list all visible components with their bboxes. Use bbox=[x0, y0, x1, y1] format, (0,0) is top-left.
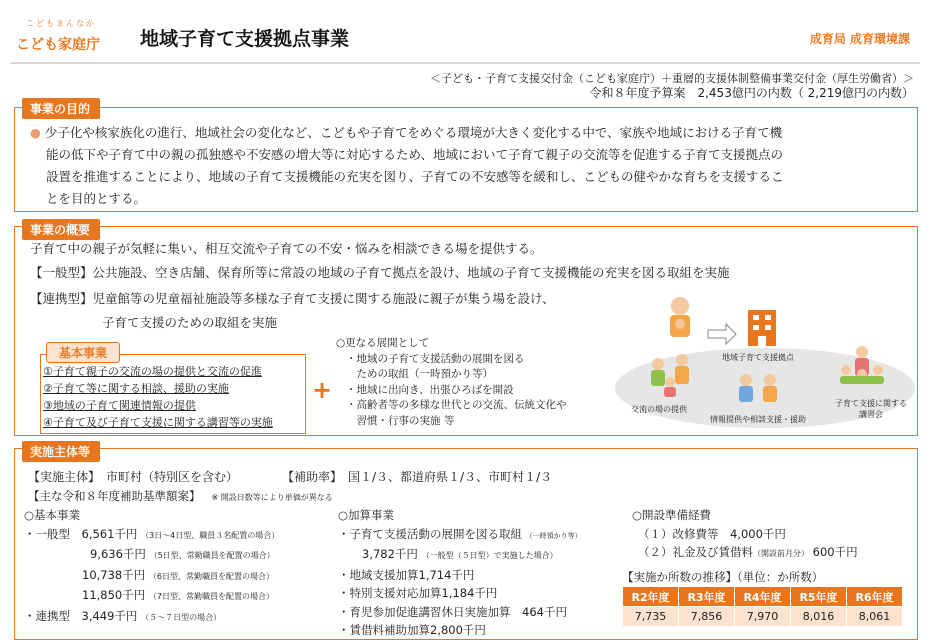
trend-value: 7,970 bbox=[735, 607, 791, 627]
plus-icon: + bbox=[312, 376, 333, 404]
trend-value: 8,061 bbox=[847, 607, 903, 627]
building-icon bbox=[748, 310, 776, 346]
preparation-costs: ○開設準備経費 （１）改修費等 4,000千円 （２）礼金及び賃借料（開設前月分） 600千円 bbox=[632, 508, 858, 559]
basic-amounts: ○基本事業 ・一般型 6,561千円 （3日～4日型、職員３名配置の場合） 9,636千円 （5日型、常勤職員を配置の場合） 10,738千円 （6日型、常勤職員を配置の場合） 11,850千円 （7日型、常勤職員を配置の場合） ・連携型 3,449千円 （５～７日型の場合） bbox=[24, 508, 280, 623]
operator-label: 実施主体等 bbox=[22, 441, 100, 462]
overview-general: 【一般型】公共施設、空き店舗、保育所等に常設の地域の子育て拠点を設け、地域の子育て支援機能の充実を図る取組を実施 bbox=[30, 265, 730, 280]
trend-value: 7,856 bbox=[679, 607, 735, 627]
purpose-label: 事業の目的 bbox=[22, 98, 100, 119]
overview-linked: 【連携型】児童館等の児童福祉施設等多様な子育て支援に関する施設に親子が集う場を設け、 bbox=[30, 291, 555, 306]
basic-project-box: ①子育て親子の交流の場の提供と交流の促進 ②子育て等に関する相談、援助の実施 ③地域の子育て関連情報の提供 ④子育て及び子育て支援に関する講習等の実施 bbox=[40, 354, 306, 434]
page-title: 地域子育て支援拠点事業 bbox=[140, 28, 350, 50]
overview-label: 事業の概要 bbox=[22, 219, 100, 240]
standard-amount: 【主な令和８年度補助基準額案】 ※ 開設日数等により単価が異なる bbox=[28, 489, 333, 503]
overview-linked-cont: 子育て支援のための取組を実施 bbox=[102, 315, 278, 330]
subsidy-rate: 【補助率】 国１/３、都道府県１/３、市町村１/３ bbox=[282, 470, 553, 484]
exchange-label: 交流の場の提供 bbox=[631, 405, 687, 414]
further-development: ○更なる展開として ・地域の子育て支援活動の展開を図る ための取組（一時預かり等） ・地域に出向き、出張ひろばを開設 ・高齢者等の多様な世代との交流、伝統文化や 習慣・行事の実施 等 bbox=[336, 337, 567, 427]
overview-intro: 子育て中の親子が気軽に集い、相互交流や子育ての不安・悩みを相談できる場を提供する。 bbox=[30, 241, 543, 256]
trend-table bbox=[622, 586, 903, 627]
course-label: 子育て支援に関する 講習会 bbox=[835, 399, 907, 419]
info-label: 情報提供や相談支援・援助 bbox=[710, 415, 806, 424]
trend-value: 8,016 bbox=[791, 607, 847, 627]
logo: こども家庭庁 bbox=[16, 37, 100, 53]
implementing-body: 【実施主体】 市町村（特別区を含む） bbox=[28, 470, 239, 484]
basic-project-label: 基本事業 bbox=[46, 342, 120, 363]
trend-header: R6年度 bbox=[847, 587, 903, 607]
trend-header: R3年度 bbox=[679, 587, 735, 607]
additional-amounts: ○加算事業 ・子育て支援活動の展開を図る取組 （一時預かり等） 3,782千円 （一般型（５日型）で実施した場合） ・地域支援加算1,714千円 ・特別支援対応加算1,184千円 ・育児参加促進講習休日実施加算 464千円 ・賃借料補助加算2,800千円 bbox=[338, 508, 582, 637]
trend-header: R5年度 bbox=[791, 587, 847, 607]
grant-note: ＜子ども・子育て支援交付金（こども家庭庁）＋重層的支援体制整備事業交付金（厚生労働省）＞ bbox=[430, 72, 914, 85]
arrow-icon bbox=[708, 324, 736, 344]
logo-tagline: こどもまんなか bbox=[26, 19, 96, 28]
trend-value: 7,735 bbox=[623, 607, 679, 627]
budget: 令和８年度予算案 2,453億円の内数（ 2,219億円の内数） bbox=[589, 86, 914, 100]
header-divider bbox=[10, 62, 920, 64]
department: 成育局 成育環境課 bbox=[809, 32, 910, 46]
hub-label: 地域子育て支援拠点 bbox=[722, 353, 794, 362]
family-icon bbox=[670, 297, 690, 337]
trend-header: R2年度 bbox=[623, 587, 679, 607]
trend-header: R4年度 bbox=[735, 587, 791, 607]
purpose-text: ● 少子化や核家族化の進行、地域社会の変化など、こどもや子育てをめぐる環境が大きく変化する中で、家族や地域における子育て機 能の低下や子育て中の親の孤独感や不安感の増大等に対応するため、地域において子育て親子の交流等を促進する子育て支援拠点の 設置を推進することにより、地域の子育て支援機能の充実を図り、子育ての不安感等を緩和し、こどもの健やかな育ちを支援するこ とを目的とする。 bbox=[30, 125, 784, 206]
trend-title: 【実施か所数の推移】（単位：か所数） bbox=[622, 570, 824, 584]
bullet-icon: ● bbox=[30, 125, 41, 140]
